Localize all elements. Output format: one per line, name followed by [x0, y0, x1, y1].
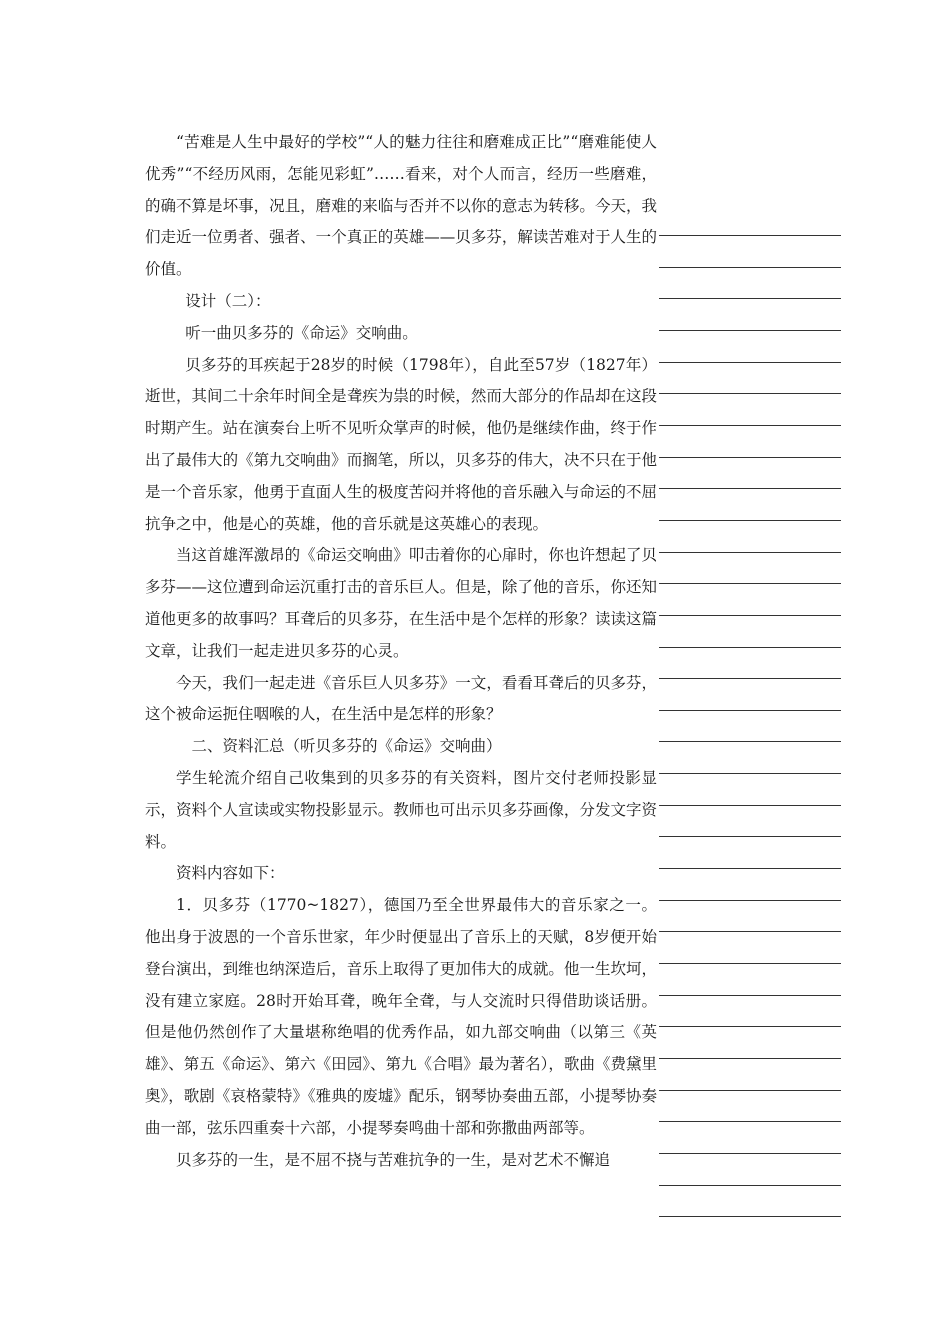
note-line [659, 678, 841, 679]
note-line [659, 1058, 841, 1059]
note-line [659, 1026, 841, 1027]
note-line [659, 805, 841, 806]
materials-heading: 资料内容如下： [176, 864, 285, 883]
note-line [659, 393, 841, 394]
note-line [659, 1121, 841, 1122]
note-line [659, 267, 841, 268]
biography-paragraph: 1．贝多芬（1770~1827），德国乃至全世界最伟大的音乐家之一。他出身于波恩的一个音乐世家，年少时便显出了音乐上的天赋，8岁便开始登台演出，到维也纳深造后，音乐上取得了更加伟大的成就。他一生坎坷，没有建立家庭。28时开始耳聋，晚年全聋，与人交流时只得借助谈话册。但是他仍然创作了大量堪称绝唱的优秀作品，如九部交响曲（以第三《英雄》、第五《命运》、第六《田园》、第九《合唱》最为著名），歌曲《费黛里奥》，歌剧《哀格蒙特》《雅典的废墟》配乐，钢琴协奏曲五部，小提琴协奏曲一部，弦乐四重奏十六部，小提琴奏鸣曲十部和弥撒曲两部等。 [145, 896, 657, 1137]
note-line [659, 710, 841, 711]
note-line [659, 583, 841, 584]
listen-symphony: 听一曲贝多芬的《命运》交响曲。 [185, 323, 418, 342]
note-line [659, 647, 841, 648]
note-line [659, 488, 841, 489]
note-line [659, 298, 841, 299]
deafness-paragraph: 贝多芬的耳疾起于28岁的时候（1798年），自此至57岁（1827年）逝世，其间二十余年时间全是聋疾为祟的时候，然而大部分的作品却在这段时期产生。站在演奏台上听不见听众掌声的时候，他仍是继续作曲，终于作出了最伟大的《第九交响曲》而搁笔，所以，贝多芬的伟大，决不只在于他是一个音乐家，他勇于直面人生的极度苦闷并将他的音乐融入与命运的不屈抗争之中，他是心的英雄，他的音乐就是这英雄心的表现。 [145, 355, 657, 533]
note-line [659, 1216, 841, 1217]
intro-paragraph: “苦难是人生中最好的学校”“人的魅力往往和磨难成正比”“磨难能使人优秀”“不经历风雨，怎能见彩虹”……看来，对个人而言，经历一些磨难，的确不算是坏事，况且，磨难的来临与否并不以你的意志为转移。今天，我们走近一位勇者、强者、一个真正的英雄——贝多芬，解读苦难对于人生的价值。 [145, 133, 657, 279]
note-line [659, 552, 841, 553]
note-line [659, 931, 841, 932]
section-materials: 二、资料汇总（听贝多芬的《命运》交响曲） [191, 737, 502, 756]
students-paragraph: 学生轮流介绍自己收集到的贝多芬的有关资料，图片交付老师投影显示，资料个人宣读或实物投影显示。教师也可出示贝多芬画像，分发文字资料。 [145, 768, 657, 851]
fate-symphony-paragraph: 当这首雄浑激昂的《命运交响曲》叩击着你的心扉时，你也许想起了贝多芬——这位遭到命运沉重打击的音乐巨人。但是，除了他的音乐，你还知道他更多的故事吗？耳聋后的贝多芬，在生活中是个怎样的形象？读读这篇文章，让我们一起走进贝多芬的心灵。 [145, 546, 657, 660]
note-line [659, 900, 841, 901]
note-line [659, 457, 841, 458]
note-line [659, 362, 841, 363]
note-line [659, 615, 841, 616]
closing-paragraph: 贝多芬的一生，是不屈不挠与苦难抗争的一生，是对艺术不懈追 [176, 1150, 611, 1169]
note-line [659, 425, 841, 426]
note-line [659, 1153, 841, 1154]
note-line [659, 868, 841, 869]
note-line [659, 1090, 841, 1091]
note-lines [659, 0, 841, 1344]
note-line [659, 963, 841, 964]
note-line [659, 1185, 841, 1186]
note-line [659, 741, 841, 742]
today-paragraph: 今天，我们一起走进《音乐巨人贝多芬》一文，看看耳聋后的贝多芬，这个被命运扼住咽喉的人，在生活中是怎样的形象？ [145, 673, 657, 724]
note-line [659, 520, 841, 521]
note-line [659, 330, 841, 331]
note-line [659, 995, 841, 996]
note-line [659, 836, 841, 837]
body-text [145, 127, 657, 1176]
note-line [659, 773, 841, 774]
section-design-2: 设计（二）： [185, 291, 271, 310]
note-line [659, 235, 841, 236]
